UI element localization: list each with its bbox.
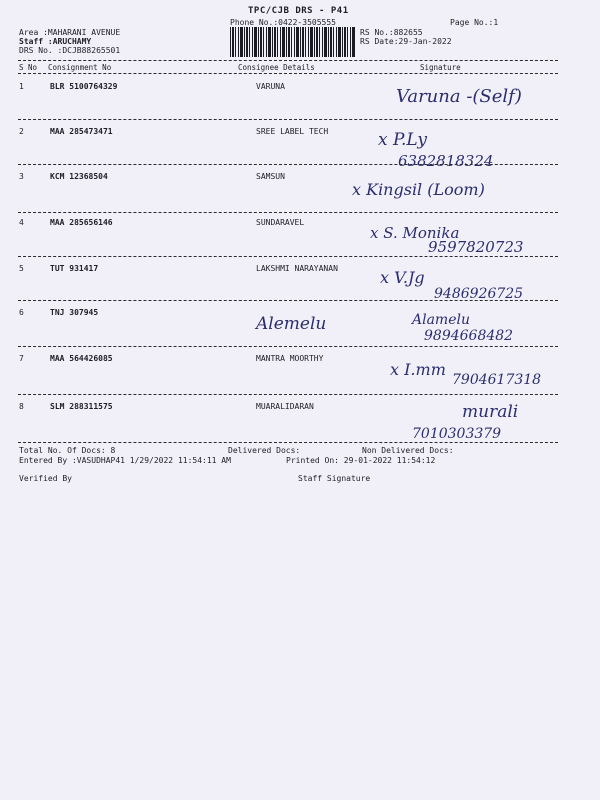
row-number: 4	[19, 218, 24, 227]
signature-handwriting: x P.Ly	[378, 130, 427, 150]
consignment-number: SLM 288311575	[50, 402, 113, 411]
consignee-name: MUARALIDARAN	[256, 402, 314, 411]
rs-date: RS Date:29-Jan-2022	[360, 37, 452, 46]
phone-handwriting: 9597820723	[428, 238, 524, 256]
staff-signature-label: Staff Signature	[298, 474, 371, 483]
consignee-name: SUNDARAVEL	[256, 218, 305, 227]
consignment-number: TUT 931417	[50, 264, 99, 273]
consignee-name: MANTRA MOORTHY	[256, 354, 324, 363]
row-divider	[18, 212, 558, 213]
column-header-signature: Signature	[420, 63, 461, 72]
row-divider	[18, 394, 558, 395]
phone-handwriting: 6382818324	[398, 152, 494, 170]
barcode	[230, 27, 356, 57]
row-divider	[18, 346, 558, 347]
column-header-sno: S No	[19, 63, 38, 72]
row-number: 3	[19, 172, 24, 181]
phone-handwriting: 9486926725	[434, 286, 524, 302]
phone-handwriting: 9894668482	[424, 328, 514, 344]
consignment-number: MAA 285656146	[50, 218, 113, 227]
printed-on: Printed On: 29-01-2022 11:54:12	[286, 456, 436, 465]
row-number: 2	[19, 127, 24, 136]
signature-handwriting: Alemelu	[256, 314, 327, 334]
row-divider	[18, 164, 558, 165]
row-number: 6	[19, 308, 24, 317]
row-divider	[18, 256, 558, 257]
column-header-consignee: Consignee Details	[238, 63, 315, 72]
row-number: 5	[19, 264, 24, 273]
divider	[18, 60, 558, 61]
consignee-name: VARUNA	[256, 82, 285, 91]
verified-by-label: Verified By	[19, 474, 72, 483]
signature-handwriting: x I.mm	[390, 360, 446, 379]
area-field: Area :MAHARANI AVENUE	[19, 28, 121, 37]
signature-handwriting: x V.Jg	[380, 268, 425, 287]
signature-handwriting: murali	[462, 402, 519, 422]
row-number: 1	[19, 82, 24, 91]
signature-handwriting: Alamelu	[412, 312, 470, 328]
consignment-number: TNJ 307945	[50, 308, 99, 317]
consignment-number: MAA 564426085	[50, 354, 113, 363]
non-delivered-docs: Non Delivered Docs:	[362, 446, 454, 455]
consignee-name: LAKSHMI NARAYANAN	[256, 264, 338, 273]
signature-handwriting: x Kingsil (Loom)	[352, 180, 485, 199]
signature-handwriting: Varuna -(Self)	[396, 86, 522, 107]
phone-handwriting: 7904617318	[452, 372, 542, 388]
row-number: 7	[19, 354, 24, 363]
row-divider	[18, 119, 558, 120]
consignment-number: MAA 285473471	[50, 127, 113, 136]
entered-by: Entered By :VASUDHAP41 1/29/2022 11:54:11 AM	[19, 456, 231, 465]
rs-number: RS No.:882655	[360, 28, 423, 37]
consignee-name: SREE LABEL TECH	[256, 127, 329, 136]
signature-handwriting: x S. Monika	[370, 224, 460, 242]
consignee-name: SAMSUN	[256, 172, 285, 181]
row-number: 8	[19, 402, 24, 411]
total-docs: Total No. Of Docs: 8	[19, 446, 116, 455]
phone-handwriting: 7010303379	[412, 426, 502, 442]
staff-field: Staff :ARUCHAMY	[19, 37, 92, 46]
row-divider	[18, 442, 558, 443]
drs-number: DRS No. :DCJB88265501	[19, 46, 121, 55]
page-number: Page No.:1	[450, 18, 499, 27]
row-divider	[18, 300, 558, 301]
phone-number: Phone No.:0422-3505555	[230, 18, 336, 27]
divider	[18, 73, 558, 74]
delivered-docs: Delivered Docs:	[228, 446, 301, 455]
consignment-number: BLR 5100764329	[50, 82, 118, 91]
sheet-title: TPC/CJB DRS - P41	[248, 6, 349, 16]
column-header-consignment: Consignment No	[48, 63, 112, 72]
consignment-number: KCM 12368504	[50, 172, 108, 181]
